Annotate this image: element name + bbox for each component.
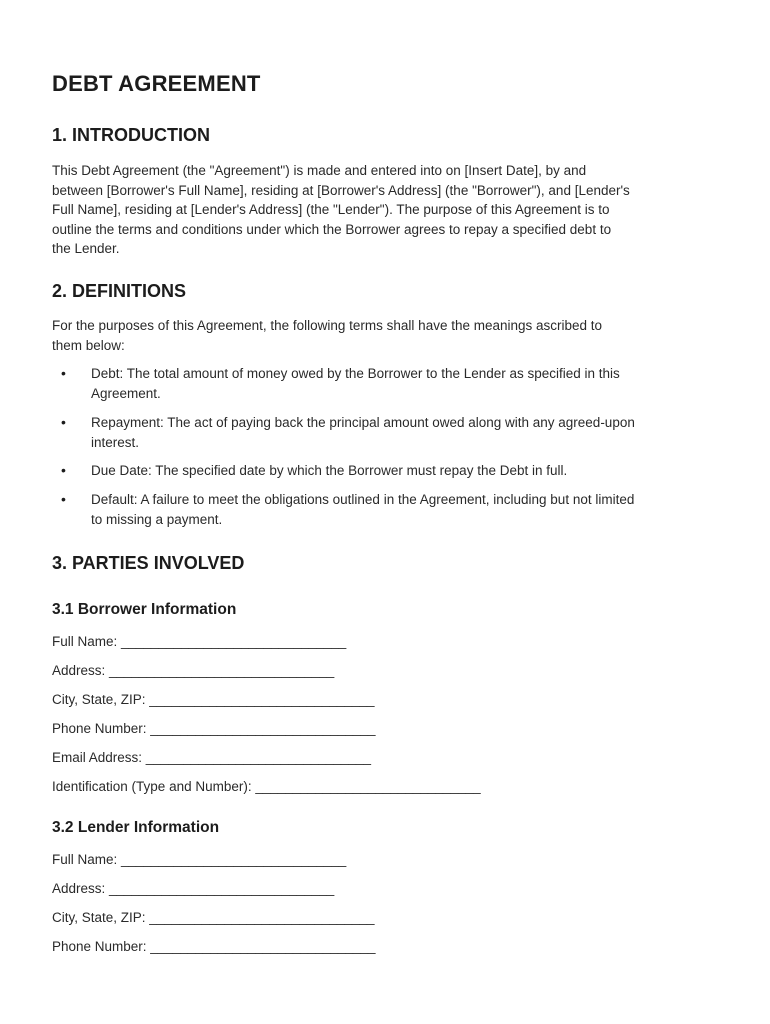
introduction-line: outline the terms and conditions under which the Borrower agrees to repay a specified debt to	[52, 221, 612, 237]
lender-city-state-zip-field: City, State, ZIP: ______________________________	[52, 910, 375, 925]
introduction-paragraph	[52, 161, 630, 259]
definition-line: Debt: The total amount of money owed by the Borrower to the Lender as specified in this	[91, 366, 620, 381]
definition-line: Repayment: The act of paying back the principal amount owed along with any agreed-upon	[91, 415, 635, 430]
lender-full-name-field: Full Name: ______________________________	[52, 852, 347, 867]
borrower-phone-field: Phone Number: ______________________________	[52, 721, 376, 736]
section-heading-parties: 3. PARTIES INVOLVED	[52, 553, 245, 573]
definition-line: to missing a payment.	[91, 511, 223, 527]
bullet-icon: •	[61, 414, 66, 430]
lender-address-field: Address: ______________________________	[52, 881, 335, 896]
definitions-intro-line: For the purposes of this Agreement, the following terms shall have the meanings ascribed to	[52, 318, 603, 333]
definition-text	[91, 461, 567, 481]
definition-line: Agreement.	[91, 385, 161, 401]
definition-line: interest.	[91, 434, 140, 450]
bullet-icon: •	[61, 462, 66, 478]
borrower-city-state-zip-field: City, State, ZIP: ______________________________	[52, 692, 375, 707]
borrower-identification-field: Identification (Type and Number): ______________________________	[52, 779, 481, 794]
introduction-line: Full Name], residing at [Lender's Address] (the "Lender"). The purpose of this Agreement is to	[52, 202, 610, 217]
definition-line: Due Date: The specified date by which the Borrower must repay the Debt in full.	[91, 463, 568, 478]
definitions-intro-line: them below:	[52, 337, 125, 353]
document-title: DEBT AGREEMENT	[52, 71, 261, 96]
subsection-heading-lender: 3.2 Lender Information	[52, 819, 220, 836]
borrower-full-name-field: Full Name: ______________________________	[52, 634, 347, 649]
introduction-line: This Debt Agreement (the "Agreement") is made and entered into on [Insert Date], by and	[52, 163, 587, 178]
lender-phone-field: Phone Number: ______________________________	[52, 939, 376, 954]
section-heading-definitions: 2. DEFINITIONS	[52, 281, 187, 301]
definition-text	[91, 413, 635, 452]
definition-text	[91, 364, 620, 403]
introduction-line: the Lender.	[52, 241, 120, 256]
bullet-icon: •	[61, 491, 66, 507]
introduction-line: between [Borrower's Full Name], residing at [Borrower's Address] (the "Borrower"), and [Lender's	[52, 182, 630, 198]
definition-line: Default: A failure to meet the obligations outlined in the Agreement, including but not limited	[91, 492, 635, 507]
definitions-intro	[52, 316, 602, 355]
bullet-icon: •	[61, 365, 66, 381]
borrower-address-field: Address: ______________________________	[52, 663, 335, 678]
section-heading-introduction: 1. INTRODUCTION	[52, 125, 211, 145]
definition-text	[91, 490, 634, 529]
subsection-heading-borrower: 3.1 Borrower Information	[52, 601, 237, 618]
borrower-email-field: Email Address: ______________________________	[52, 750, 372, 765]
